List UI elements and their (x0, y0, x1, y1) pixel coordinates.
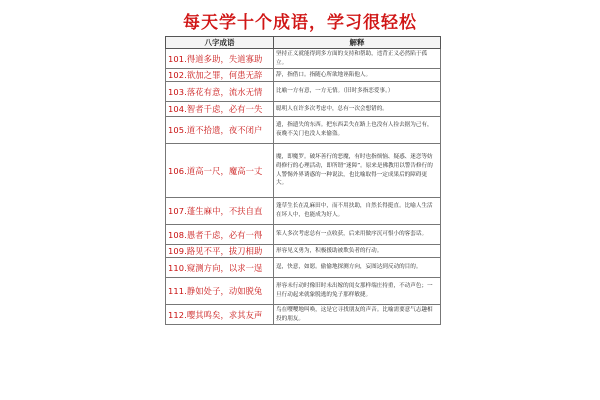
table-row (166, 49, 441, 69)
idiom-table (165, 36, 441, 325)
idiom-cell: 102.欲加之罪，何患无辞 (166, 69, 274, 82)
meaning-cell: 形容未行动时像旧时未出嫁的闺女那样端庄持重，不动声色；一旦行动起来就象脱逃的兔子那样敏捷。 (274, 278, 441, 305)
idiom-cell: 107.蓬生麻中，不扶自直 (166, 198, 274, 225)
table-header-row (166, 37, 441, 49)
meaning-cell: 坚持正义就能得到多方面的支持和帮助，违背正义必然陷于孤立。 (274, 49, 441, 69)
page-title: 每天学十个成语，学习很轻松 (183, 13, 417, 33)
idiom-cell: 103.落花有意，流水无情 (166, 82, 274, 102)
table-row (166, 198, 441, 225)
table-row (166, 117, 441, 144)
meaning-cell: 聪明人在许多次考虑中，总有一次会想错的。 (274, 102, 441, 117)
table-row (166, 82, 441, 102)
header-meaning: 解释 (274, 37, 441, 49)
idiom-cell: 109.路见不平，拔刀相助 (166, 245, 274, 258)
idiom-cell: 106.道高一尺，魔高一丈 (166, 144, 274, 198)
idiom-cell: 101.得道多助，失道寡助 (166, 49, 274, 69)
table-row (166, 305, 441, 325)
idiom-cell: 111.静如处子，动如脱兔 (166, 278, 274, 305)
meaning-cell: 逞，快意，如愿。偷偷地探测方向，妄图达到反动的目的。 (274, 258, 441, 278)
meaning-cell: 遗，指遗失的东西。把东西丢失在路上也没有人捡去据为己有，夜晚不关门也没人来偷盗。 (274, 117, 441, 144)
table-row (166, 69, 441, 82)
table-row (166, 278, 441, 305)
meaning-cell: 蓬草生长在乱麻田中，而不用扶助，自然长得挺直。比喻人生活在坏人中，也能成为好人。 (274, 198, 441, 225)
meaning-cell: 形容见义勇为，积极援助被欺负者的行动。 (274, 245, 441, 258)
idiom-cell: 112.嘤其鸣矣，求其友声 (166, 305, 274, 325)
meaning-cell: 鸟在嘤嘤地叫唤，这是它寻找朋友的声音。比喻需要意气志趣相投的朋友。 (274, 305, 441, 325)
table-row (166, 258, 441, 278)
idiom-cell: 110.窥测方向，以求一逞 (166, 258, 274, 278)
meaning-cell: 辞，指借口。指随心所欲地诬陷他人。 (274, 69, 441, 82)
idiom-table-container (165, 36, 440, 366)
idiom-cell: 104.智者千虑，必有一失 (166, 102, 274, 117)
meaning-cell: 笨人多次考虑总有一点收获，后来用做序沉可恨小的客套话。 (274, 225, 441, 245)
table-row (166, 102, 441, 117)
idiom-cell: 108.愚者千虑，必有一得 (166, 225, 274, 245)
table-row (166, 144, 441, 198)
table-row (166, 245, 441, 258)
header-idiom: 八字成语 (166, 37, 274, 49)
idiom-cell: 105.道不拾遗，夜不闭户 (166, 117, 274, 144)
meaning-cell: 魔，即魔罗。破坏善行的恶魔，有时也指烦恼、疑惑、迷恋等妨碍修行的心理活动，即所谓“迷障”。原来是佛教用以警告修行的人警惕外界诱惑的一种说法，也比喻取得一定成果后的障碍更大。 (274, 144, 441, 198)
meaning-cell: 比喻一方有意，一方无情。（旧时多指恋爱事。） (274, 82, 441, 102)
table-row (166, 225, 441, 245)
